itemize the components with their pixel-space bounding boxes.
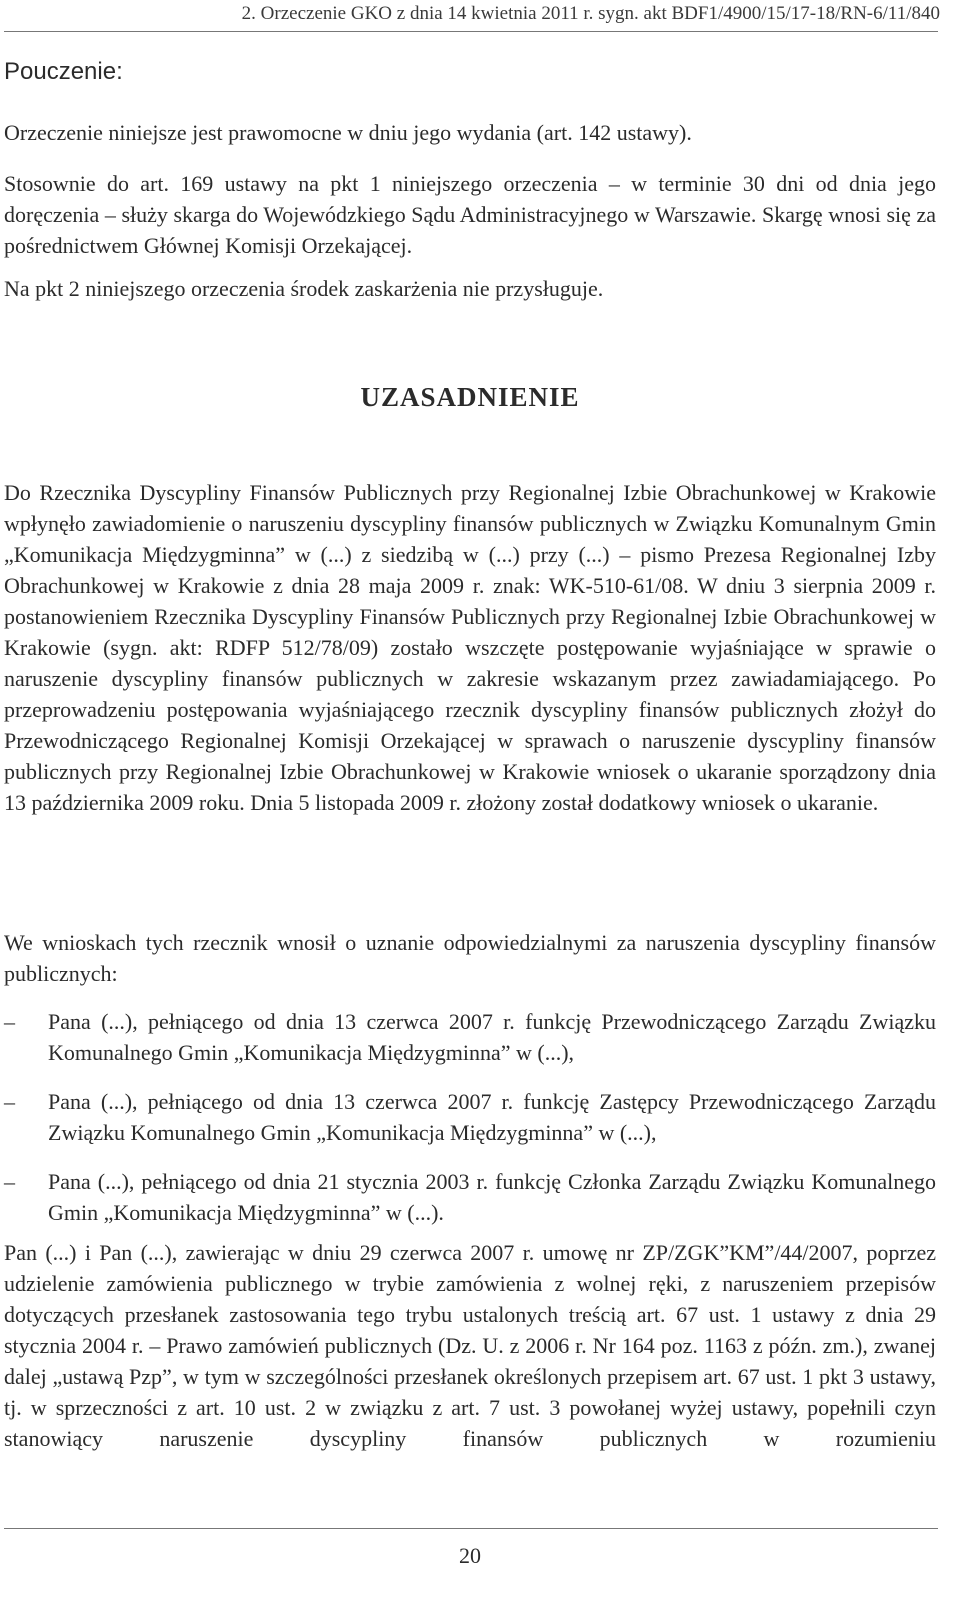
list-item-text: Pana (...), pełniącego od dnia 13 czerwca 2007 r. funkcję Przewodniczącego Zarządu Związku Komunalnego Gmin „Komunikacja Międzygminna” w (...), (48, 1009, 936, 1065)
pouczenie-title: Pouczenie: (4, 58, 123, 85)
uzasadnienie-paragraph-2-block (4, 927, 936, 989)
uzasadnienie-paragraph-2: We wnioskach tych rzecznik wnosił o uznanie odpowiedzialnymi za naruszenia dyscypliny finansów publicznych: (4, 930, 936, 986)
list-item-text: Pana (...), pełniącego od dnia 21 stycznia 2003 r. funkcję Członka Zarządu Związku Komunalnego Gmin „Komunikacja Międzygminna” w (...). (48, 1169, 936, 1225)
dash-bullet: – (4, 1169, 15, 1194)
list-item (4, 1086, 936, 1148)
pouczenie-paragraph-2: Stosownie do art. 169 ustawy na pkt 1 niniejszego orzeczenia – w terminie 30 dni od dnia jego doręczenia – służy skarga do Wojewódzkiego Sądu Administracyjnego w Warszawie. Skargę wnosi się za pośrednictwem Głównej Komisji Orzekającej. (4, 171, 936, 258)
running-header: 2. Orzeczenie GKO z dnia 14 kwietnia 2011 r. sygn. akt BDF1/4900/15/17-18/RN-6/11/840 (241, 3, 940, 24)
header-divider (4, 31, 938, 32)
dash-bullet: – (4, 1009, 15, 1034)
page-number: 20 (459, 1543, 481, 1568)
dash-bullet: – (4, 1089, 15, 1114)
footer-divider (4, 1528, 938, 1529)
uzasadnienie-paragraph-1: Do Rzecznika Dyscypliny Finansów Publicznych przy Regionalnej Izbie Obrachunkowej w Krakowie wpłynęło zawiadomienie o naruszeniu dyscypliny finansów publicznych w Związku Komunalnym Gmin „Komunikacja Międzygminna” w (...) z siedzibą w (...) przy (...) – pismo Prezesa Regionalnej Izby Obrachunkowej w Krakowie z dnia 28 maja 2009 r. znak: WK-510-61/08. W dniu 3 sierpnia 2009 r. postanowieniem Rzecznika Dyscypliny Finansów Publicznych przy Regionalnej Izbie Obrachunkowej w Krakowie (sygn. akt: RDFP 512/78/09) zostało wszczęte postępowanie wyjaśniające w sprawie o naruszenie dyscypliny finansów publicznych w zakresie wskazanym przez zawiadamiającego. Po przeprowadzeniu postępowania wyjaśniającego rzecznik dyscypliny finansów publicznych złożył do Przewodniczącego Regionalnej Komisji Orzekającej w sprawach o naruszenie dyscypliny finansów publicznych przy Regionalnej Izbie Obrachunkowej w Krakowie wniosek o ukaranie sporządzony dnia 13 października 2009 roku. Dnia 5 listopada 2009 r. złożony został dodatkowy wniosek o ukaranie. (4, 480, 936, 815)
pouczenie-section (4, 117, 936, 148)
pouczenie-paragraph-2-block (4, 168, 936, 261)
uzasadnienie-paragraph-3: Pan (...) i Pan (...), zawierając w dniu 29 czerwca 2007 r. umowę nr ZP/ZGK”KM”/44/2007, poprzez udzielenie zamówienia publicznego w trybie zamówienia z wolnej ręki, z naruszeniem przepisów dotyczących przesłanek zastosowania tego trybu ustalonych treścią art. 67 ust. 1 ustawy z dnia 29 stycznia 2004 r. – Prawo zamówień publicznych (Dz. U. z 2006 r. Nr 164 poz. 1163 z późn. zm.), zwanej dalej „ustawą Pzp”, w tym w szczególności przesłanek określonych przepisem art. 67 ust. 1 pkt 3 ustawy, tj. w sprzeczności z art. 10 ust. 2 w związku z art. 7 ust. 3 powołanej wyżej ustawy, popełnili czyn stanowiący naruszenie dyscypliny finansów publicznych w rozumieniu (4, 1240, 936, 1451)
pouczenie-paragraph-3-block (4, 273, 936, 304)
list-item (4, 1006, 936, 1068)
pouczenie-paragraph-1: Orzeczenie niniejsze jest prawomocne w dniu jego wydania (art. 142 ustawy). (4, 120, 692, 145)
uzasadnienie-paragraph-3-block (4, 1237, 936, 1454)
uzasadnienie-paragraph-1-block (4, 477, 936, 818)
pouczenie-paragraph-3: Na pkt 2 niniejszego orzeczenia środek zaskarżenia nie przysługuje. (4, 276, 604, 301)
list-item-text: Pana (...), pełniącego od dnia 13 czerwca 2007 r. funkcję Zastępcy Przewodniczącego Zarządu Związku Komunalnego Gmin „Komunikacja Międzygminna” w (...), (48, 1089, 936, 1145)
list-item (4, 1166, 936, 1228)
respondents-list (4, 1006, 936, 1246)
section-heading: UZASADNIENIE (360, 382, 580, 412)
